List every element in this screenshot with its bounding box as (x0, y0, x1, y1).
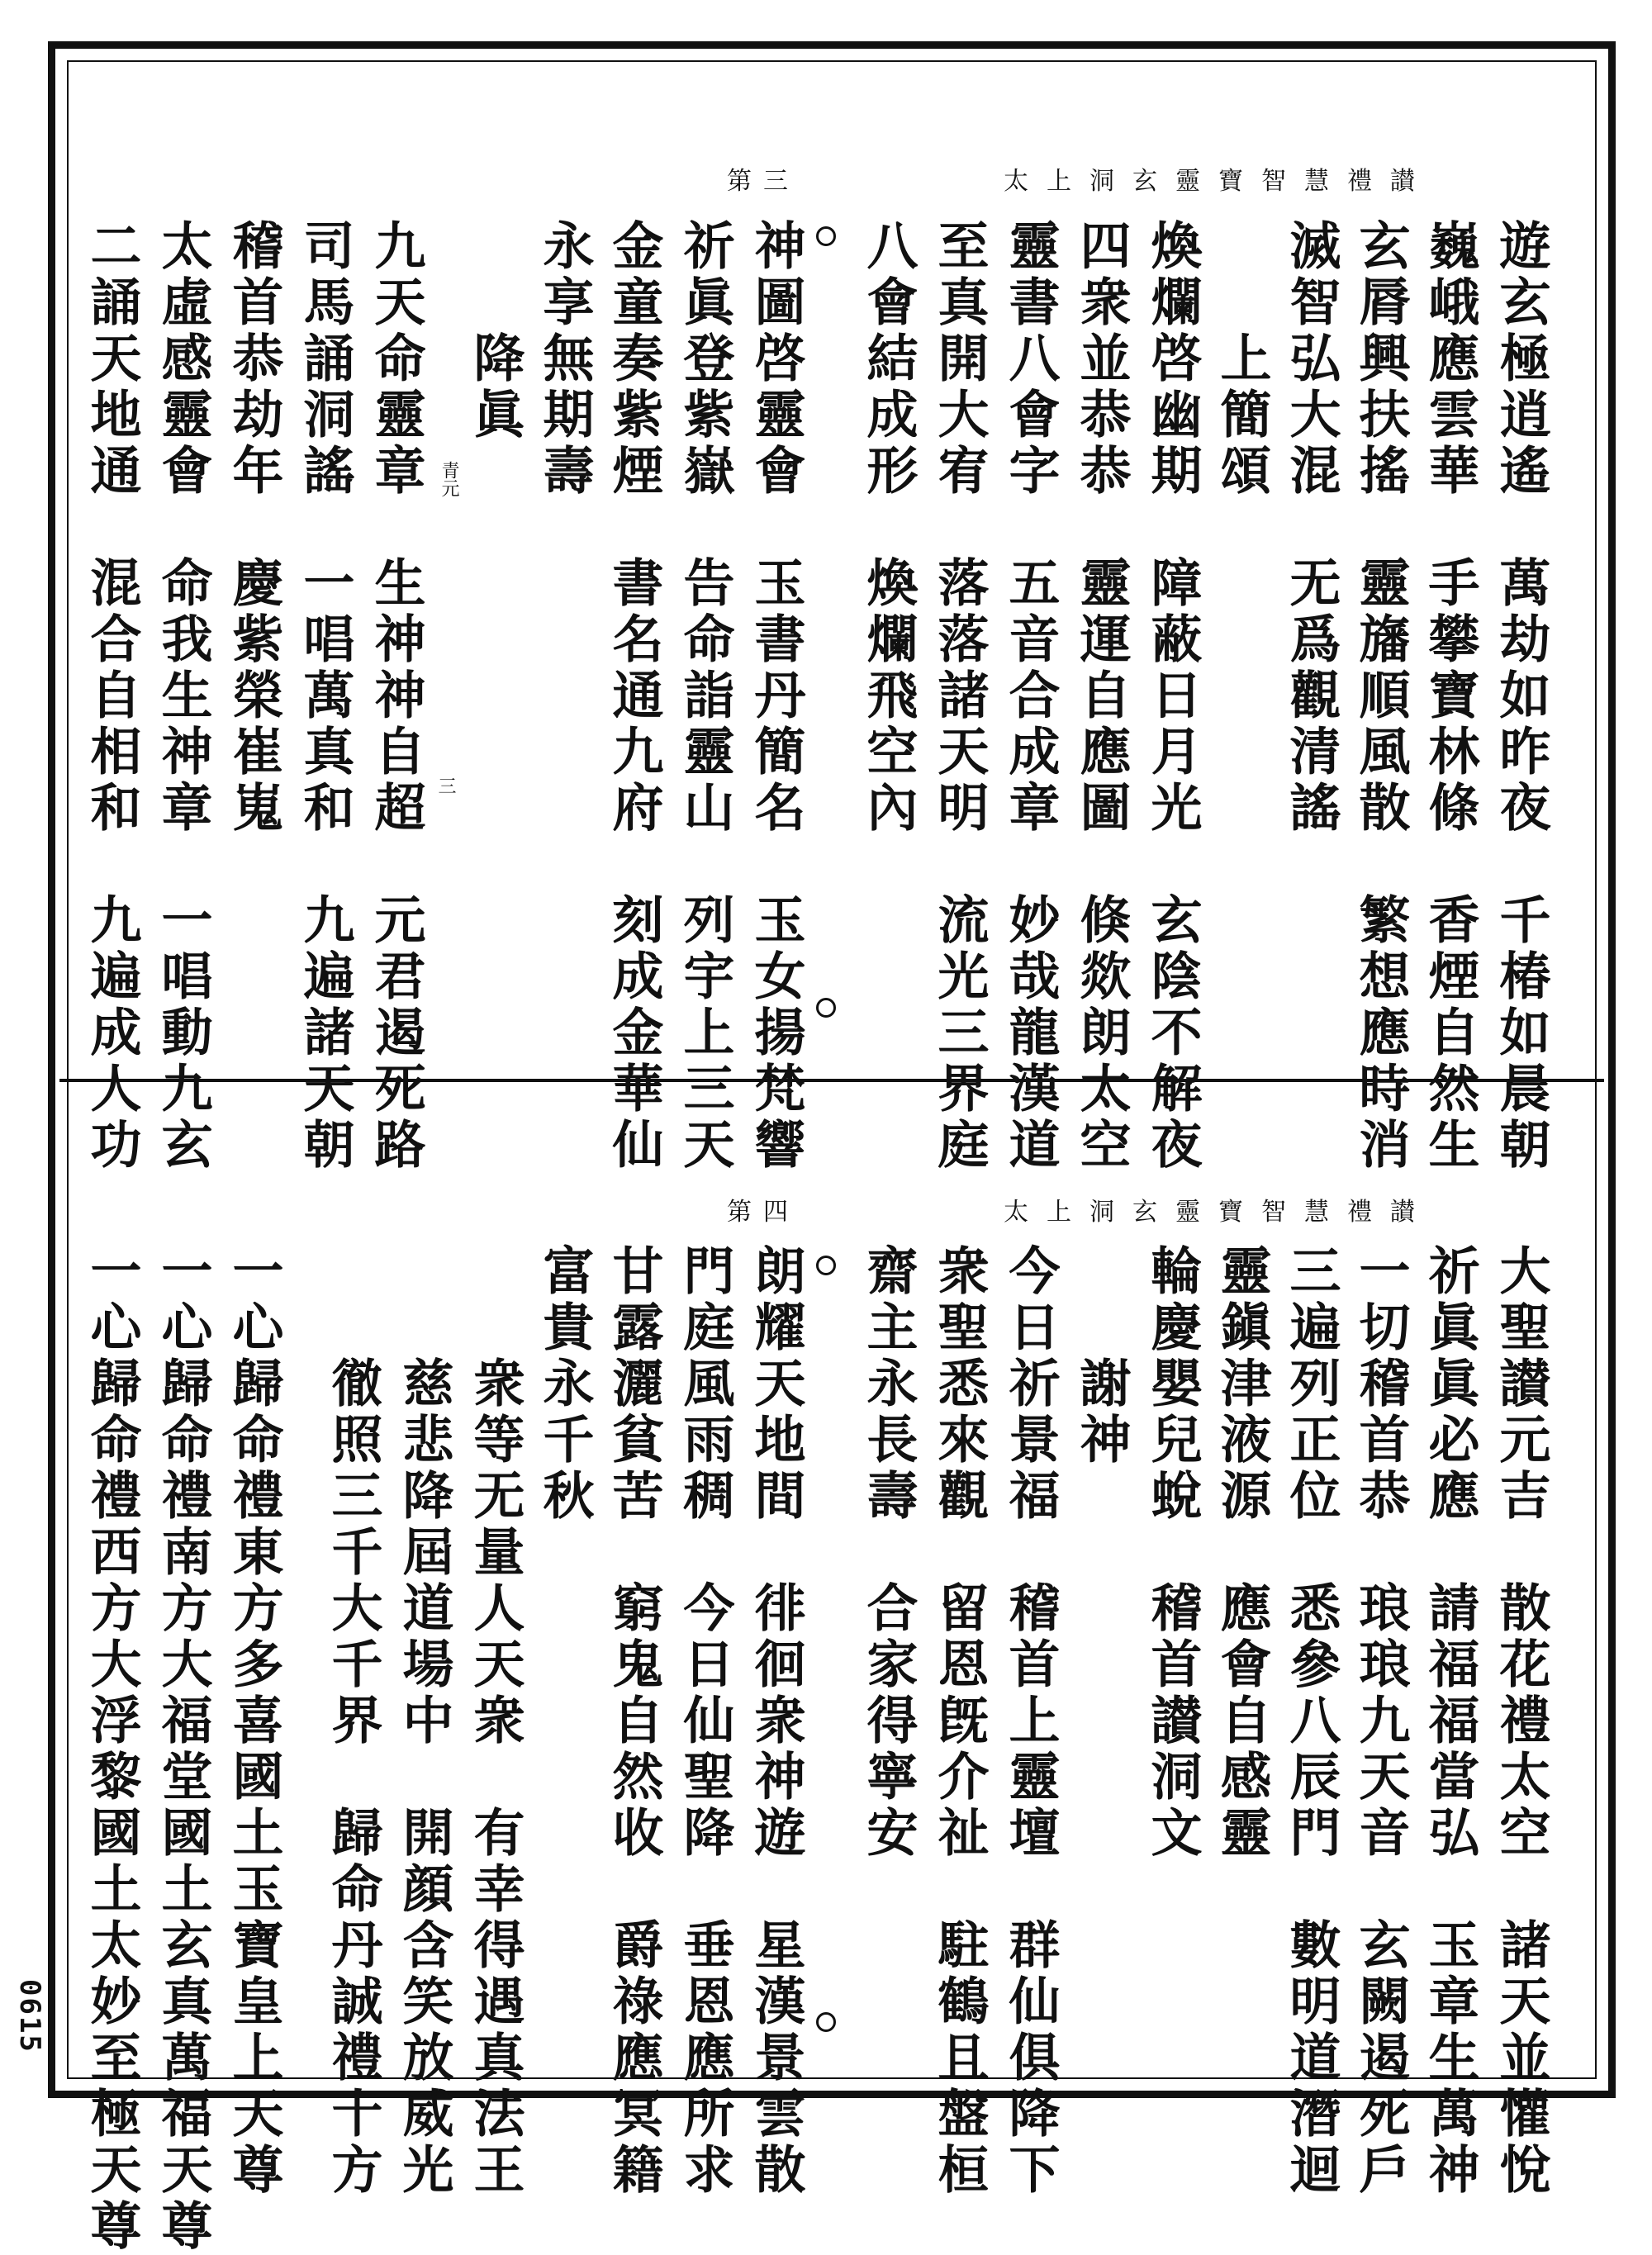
bottom-column-17: 徹照三千大千界 歸命丹誠禮十方 (323, 1244, 383, 2199)
bottom-column-14: 富貴永千秋 (534, 1244, 595, 1525)
top-column-15: 降眞 (465, 219, 525, 444)
volume-number: 0615 (13, 1979, 46, 2053)
top-column-10: 八會結成形 煥爛飛空內 (858, 219, 919, 837)
top-column-2: 巍峨應雲華 手攀寶林條 香煙自然生 (1420, 219, 1480, 1174)
bottom-column-20: 一心歸命禮西方大浮黎國土太妙至極天尊 (82, 1244, 142, 2255)
top-column-14: 永享無期壽 (534, 219, 595, 500)
bottom-column-6: 輪慶嬰兒蛻 稽首讃洞文 (1142, 1244, 1203, 1862)
bottom-column-1: 大聖讃元吉 散花禮太空 諸天並懽悅 (1491, 1244, 1551, 2199)
bottom-column-3: 一切稽首恭 琅琅九天音 玄闕遏死戶 (1351, 1244, 1411, 2199)
top-column-11: 神圖啓靈會 玉書丹簡名 玉女揚梵響 (746, 219, 806, 1174)
bottom-column-19: 一心歸命禮南方大福堂國土玄真萬福天尊 (153, 1244, 213, 2255)
bottom-column-15: 衆等无量人天衆 有幸得遇真法王 (465, 1244, 525, 2199)
top-column-3: 玄脣興扶搖 靈旛順風散 繁想應時消 (1351, 219, 1411, 1174)
top-column-7: 四衆並恭恭 靈運自應圖 倏欻朗太空 (1071, 219, 1132, 1174)
top-column-4: 滅智弘大混 无爲觀清謠 (1281, 219, 1341, 837)
bottom-column-18: 一心歸命禮東方多喜國土玉寶皇上天尊 (224, 1244, 284, 2199)
top-column-5: 上簡頌 (1212, 219, 1272, 500)
punctuation-circle (816, 226, 836, 246)
bottom-column-9: 衆聖悉來觀 留恩旣介祉 駐鶴且盤桓 (929, 1244, 990, 2199)
top-column-17: 司馬誦洞謠 一唱萬真和 九遍諸天朝 (295, 219, 355, 1174)
punctuation-circle (816, 998, 836, 1018)
bottom-column-12: 門庭風雨稠 今日仙聖降 垂恩應所求 (675, 1244, 735, 2199)
bottom-column-10: 齋主永長壽 合家得寧安 (858, 1244, 919, 1862)
top-margin-number: 三 (435, 776, 456, 795)
bottom-column-16: 慈悲降屆道場中 開顔含笑放威光 (394, 1244, 454, 2199)
top-header-title: 太上洞玄靈寶智慧禮讃 (1004, 167, 1433, 196)
top-column-9: 至真開大宥 落落諸天明 流光三界庭 (929, 219, 990, 1174)
bottom-header-page: 第四 (727, 1198, 800, 1227)
top-column-12: 祈眞登紫嶽 告命詣靈山 列宇上三天 (675, 219, 735, 1174)
top-column-20: 二誦天地通 混合自相和 九遍成人功 (82, 219, 142, 1174)
top-column-8: 靈書八會字 五音合成章 妙哉龍漢道 (1000, 219, 1061, 1174)
top-column-18: 稽首恭劫年 慶紫榮崔嵬 (224, 219, 284, 837)
punctuation-circle (816, 2012, 836, 2032)
top-margin-note: 青元 (439, 461, 459, 497)
top-header-page: 第三 (727, 167, 800, 196)
top-column-13: 金童奏紫煙 書名通九府 刻成金華仙 (604, 219, 664, 1174)
bottom-column-2: 祈眞眞必應 請福福當弘 玉章生萬神 (1420, 1244, 1480, 2199)
bottom-header-title: 太上洞玄靈寶智慧禮讃 (1004, 1198, 1433, 1227)
bottom-column-7: 謝神 (1071, 1244, 1132, 1469)
bottom-column-8: 今日祈景福 稽首上靈壇 群仙俱降下 (1000, 1244, 1061, 2199)
top-column-6: 煥爛啓幽期 障蔽日月光 玄陰不解夜 (1142, 219, 1203, 1174)
bottom-column-5: 靈鎭津液源 應會自感靈 (1212, 1244, 1272, 1862)
bottom-column-4: 三遍列正位 悉參八辰門 數明道潛迴 (1281, 1244, 1341, 2199)
top-column-19: 太虛感靈會 命我生神章 一唱動九玄 (153, 219, 213, 1174)
top-column-16: 九天命靈章 生神神自超 元君遏死路 (366, 219, 426, 1174)
bottom-column-11: 朗耀天地間 徘徊衆神遊 星漢景雲散 (746, 1244, 806, 2199)
top-column-1: 遊玄極逍遙 萬劫如昨夜 千椿如晨朝 (1491, 219, 1551, 1174)
punctuation-circle (816, 1256, 836, 1275)
bottom-column-13: 甘露灑貧苦 窮鬼自然收 爵祿應冥籍 (604, 1244, 664, 2199)
